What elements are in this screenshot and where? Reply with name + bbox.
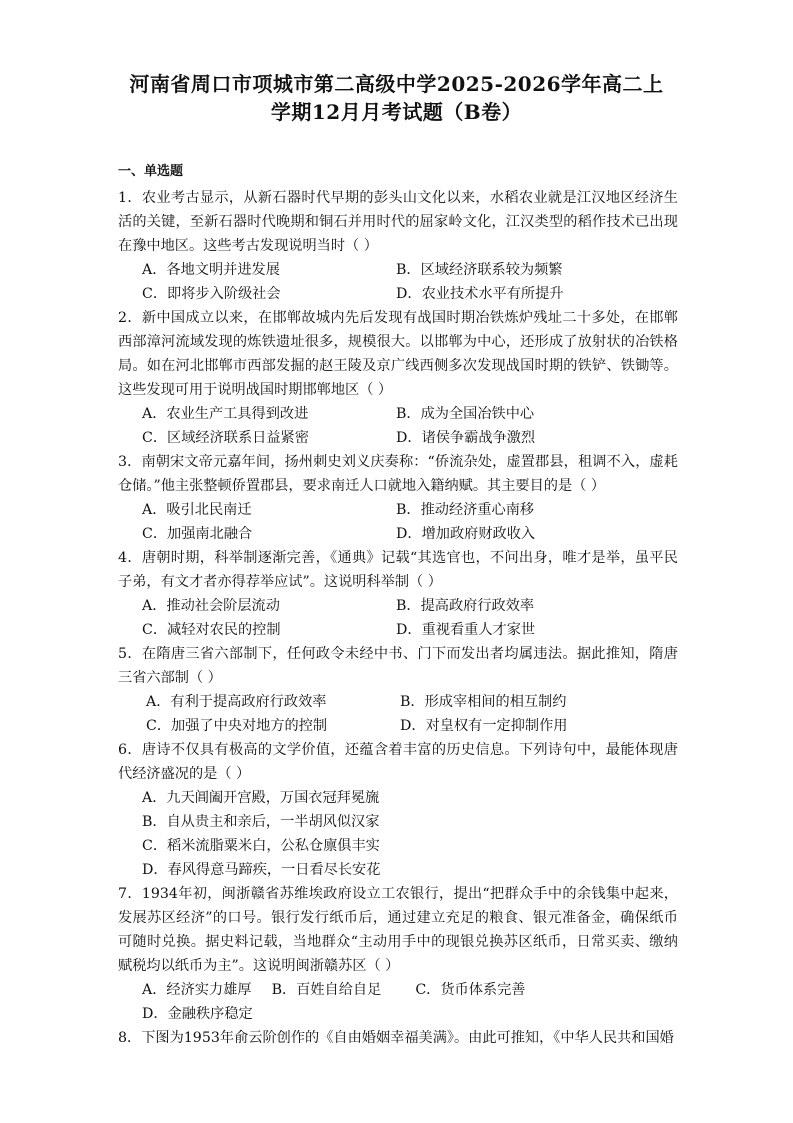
question-4 [118,546,678,642]
option-list [118,978,678,1026]
option-d: D．增加政府财政收入 [396,526,536,542]
option-list [118,786,678,882]
option-b: B．成为全国冶铁中心 [396,406,535,422]
question-stem: 8．下图为1953年俞云阶创作的《自由婚姻幸福美满》。由此可推知，《中华人民共和国婚 [118,1030,674,1046]
option-a: A．吸引北民南迁 [142,502,252,518]
option-b: B．自从贵主和亲后，一半胡风似汉家 [142,814,380,830]
option-list [118,498,678,546]
option-c: C．即将步入阶级社会 [142,286,281,302]
question-7 [118,882,678,1026]
option-a: A．经济实力雄厚 [142,982,252,998]
option-a: A．各地文明并进发展 [142,262,280,278]
question-8 [118,1026,678,1050]
question-stem: 4．唐朝时期，科举制逐渐完善，《通典》记载“其选官也，不问出身，唯才是举，虽平民子弟，有文才者亦得荐举应试”。这说明科举制（ ） [118,550,678,590]
question-5 [118,642,678,738]
exam-title-line-2: 学期12月月考试题（B卷） [270,100,523,124]
option-d: D．金融秩序稳定 [142,1006,253,1022]
option-c: C．加强了中央对地方的控制 [146,718,328,734]
question-stem: 5．在隋唐三省六部制下，任何政令未经中书、门下而发出者均属违法。据此推知，隋唐三省六部制（ ） [118,646,678,686]
option-b: B．形成宰相间的相互制约 [400,694,567,710]
option-b: B．区域经济联系较为频繁 [396,262,563,278]
option-d: D．诸侯争霸战争激烈 [396,430,536,446]
option-c: C．减轻对农民的控制 [142,622,281,638]
option-c: C．稻米流脂粟米白，公私仓廪俱丰实 [142,838,380,854]
option-b: B．百姓自给自足 [271,982,382,998]
option-a: A．九天阊阖开宫殿，万国衣冠拜冕旒 [142,790,380,806]
option-b: B．推动经济重心南移 [396,502,535,518]
question-1 [118,186,678,306]
question-stem: 3．南朝宋文帝元嘉年间，扬州刺史刘义庆奏称：“侨流杂处，虚置郡县，租调不入，虚耗仓储。”他主张整顿侨置郡县，要求南迁人口就地入籍纳赋。其主要目的是（ ） [118,454,678,494]
question-2 [118,306,678,450]
option-b: B．提高政府行政效率 [396,598,535,614]
option-c: C．货币体系完善 [415,982,526,998]
exam-title-line-1: 河南省周口市项城市第二高级中学2025-2026学年高二上 [129,72,664,96]
question-stem: 7．1934年初，闽浙赣省苏维埃政府设立工农银行，提出“把群众手中的余钱集中起来，发展苏区经济”的口号。银行发行纸币后，通过建立充足的粮食、银元准备金，确保纸币可随时兑换。据史料记载，当地群众“主动用手中的现银兑换苏区纸币，日常买卖、缴纳赋税均以纸币为主”。这说明闽浙赣苏区（ ） [118,886,678,974]
option-d: D．对皇权有一定抑制作用 [400,718,568,734]
question-list [118,186,678,1050]
question-stem: 6．唐诗不仅具有极高的文学价值，还蕴含着丰富的历史信息。下列诗句中，最能体现唐代经济盛况的是（ ） [118,742,678,782]
option-list [118,258,678,306]
question-6 [118,738,678,882]
question-stem: 2．新中国成立以来，在邯郸故城内先后发现有战国时期冶铁炼炉残址二十多处，在邯郸西部漳河流域发现的炼铁遗址很多，规模很大。以邯郸为中心，还形成了放射状的冶铁格局。如在河北邯郸市西部发掘的赵王陵及京广线西侧多次发现战国时期的铁铲、铁锄等。这些发现可用于说明战国时期邯郸地区（ ） [118,310,678,398]
option-a: A．农业生产工具得到改进 [142,406,309,422]
section-heading: 一、单选题 [118,164,184,179]
option-d: D．农业技术水平有所提升 [396,286,564,302]
option-d: D．重视看重人才家世 [396,622,536,638]
question-3 [118,450,678,546]
option-c: C．加强南北融合 [142,526,253,542]
option-list [118,594,678,642]
option-list [118,690,678,738]
option-c: C．区域经济联系日益紧密 [142,430,309,446]
question-stem: 1．农业考古显示，从新石器时代早期的彭头山文化以来，水稻农业就是江汉地区经济生活的关键，至新石器时代晚期和铜石并用时代的屈家岭文化，江汉类型的稻作技术已出现在豫中地区。这些考古发现说明当时（ ） [118,190,678,254]
option-list [118,402,678,450]
option-d: D．春风得意马蹄疾，一日看尽长安花 [142,862,381,878]
option-a: A．推动社会阶层流动 [142,598,280,614]
option-a: A．有利于提高政府行政效率 [146,694,327,710]
